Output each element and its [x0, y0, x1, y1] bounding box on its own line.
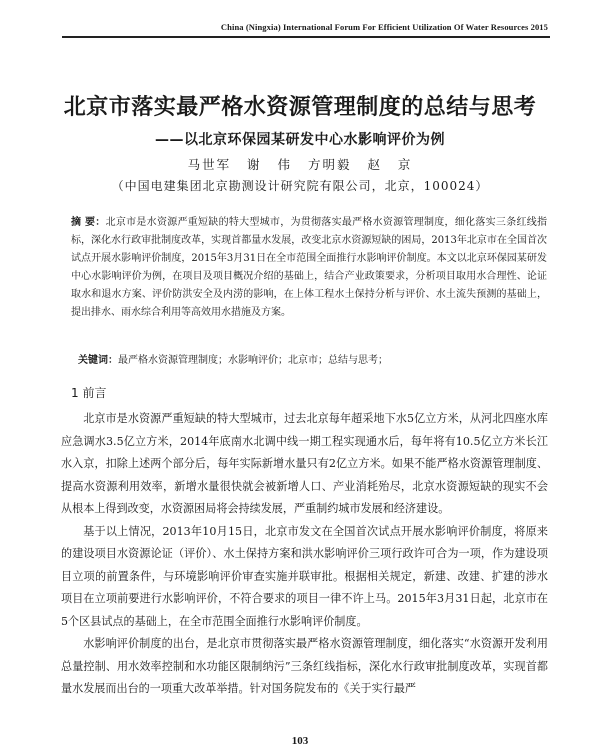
keywords-label: 关键词： — [78, 355, 118, 366]
body-paragraph: 水影响评价制度的出台，是北京市贯彻落实最严格水资源管理制度，细化落实“水资源开发利用总量控制、用水效率控制和水功能区限制纳污”三条红线指标，深化水行政审批制度改革，实现首都量水发展而出台的一项重大改革举措。针对国务院发布的《关于实行最严 — [61, 637, 548, 695]
article-subtitle: ——以北京环保园某研发中心水影响评价为例 — [155, 132, 445, 148]
header-rule — [62, 36, 550, 38]
article-affiliation: （中国电建集团北京勘测设计研究院有限公司，北京，100024） — [111, 179, 489, 193]
page-header — [0, 0, 600, 40]
body-paragraph: 北京市是水资源严重短缺的特大型城市，过去北京每年超采地下水5亿立方米，从河北四座水库应急调水3.5亿立方米，2014年底南水北调中线一期工程实现通水后，每年将有10.5亿立方米长江水入京，扣除上述两个部分后，每年实际新增水量只有2亿立方米。如果不能严格水资源管理制度、提高水资源利用效率，新增水量很快就会被新增人口、产业消耗殆尽，北京水资源短缺的现实不会从根本上得到改变，水资源困局将会持续发展，严重制约城市发展和经济建设。 — [61, 412, 548, 515]
body-text — [61, 408, 548, 701]
body-paragraph: 基于以上情况，2013年10月15日，北京市发文在全国首次试点开展水影响评价制度，将原来的建设项目水资源论证（评价）、水土保持方案和洪水影响评价三项行政许可合为一项，作为建设项目立项的前置条件，与环境影响评价审查实施并联审批。根据相关规定，新建、改建、扩建的涉水项目在立项前要进行水影响评价，不符合要求的项目一律不许上马。2015年3月31日起，北京市在5个区县试点的基础上，在全市范围全面推行水影响评价制度。 — [61, 524, 548, 628]
article-title: 北京市落实最严格水资源管理制度的总结与思考 — [63, 95, 537, 120]
abstract-text: 北京市是水资源严重短缺的特大型城市，为贯彻落实最严格水资源管理制度，细化落实三条红线指标，深化水行政审批制度改革，实现首都量水发展，改变北京水资源短缺的困局，2013年北京市在全国首次试点开展水影响评价制度，2015年3月31日在全市范围全面推行水影响评价制度。本文以北京环保园某研发中心水影响评价为例，在项目及项目概况介绍的基础上，结合产业政策要求，分析项目取用水合理性、论证取水和退水方案、评价防洪安全及内涝的影响，在上体工程水土保持分析与评价、水土流失预测的基础上，提出排水、雨水综合利用等高效用水措施及方案。 — [71, 217, 548, 319]
article-authors: 马世军 谢 伟 方明毅 赵 京 — [187, 157, 413, 172]
page-number: 103 — [291, 735, 309, 747]
keywords-text: 最严格水资源管理制度；水影响评价；北京市；总结与思考； — [118, 355, 388, 366]
keywords — [78, 352, 548, 370]
abstract-label: 摘 要： — [71, 217, 106, 228]
section-heading: 1 前言 — [71, 386, 107, 400]
abstract — [71, 214, 547, 323]
running-header: China (Ningxia) International Forum For Efficient Utilization Of Water Resources 2015 — [220, 22, 548, 32]
